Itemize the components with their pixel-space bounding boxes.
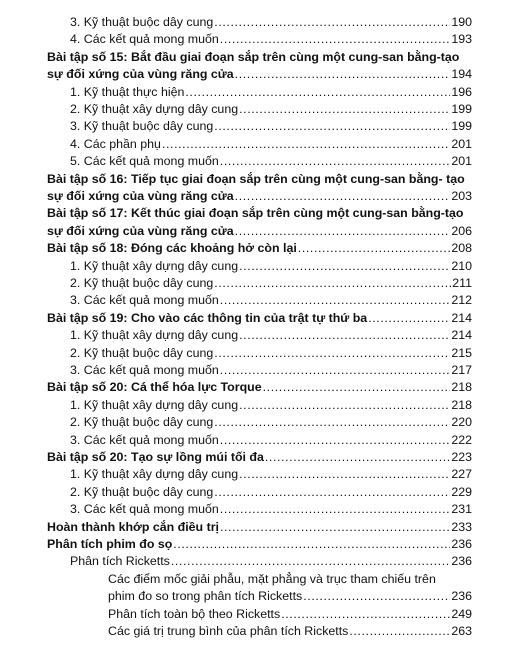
toc-entry-title: 3. Các kết quả mong muốn (70, 293, 219, 308)
toc-entry-page: 212 (451, 293, 472, 308)
dot-leader (298, 240, 451, 257)
dot-leader (235, 223, 451, 240)
toc-entry-page: 190 (451, 15, 472, 29)
toc-entry-title: Hoàn thành khớp cắn điều trị (47, 519, 219, 534)
toc-entry-title: 3. Các kết quả mong muốn (70, 502, 219, 517)
toc-entry-page: 211 (452, 276, 472, 290)
toc-entry (70, 292, 472, 309)
toc-entry-title: Bài tập số 20: Cá thể hóa lực Torque (47, 380, 262, 395)
toc-entry (70, 345, 472, 362)
dot-leader (349, 623, 450, 640)
toc-entry (70, 397, 472, 414)
toc-entry-page: 236 (451, 589, 472, 604)
toc-entry-title: 3. Các kết quả mong muốn (70, 363, 219, 377)
toc-entry-title: 4. Các kết quả mong muốn (70, 32, 219, 47)
toc-entry-page: 218 (451, 397, 472, 412)
toc-entry-title: sự đối xứng của vùng răng cửa (47, 67, 234, 82)
toc-entry (70, 432, 472, 449)
toc-entry-title: Phân tích Ricketts (70, 554, 170, 569)
dot-leader (220, 432, 451, 449)
toc-entry (47, 536, 472, 553)
dot-leader (214, 414, 450, 431)
toc-entry (70, 362, 472, 379)
dot-leader (303, 588, 450, 605)
dot-leader (214, 14, 450, 31)
toc-entry-title: sự đối xứng của vùng răng cửa (47, 223, 234, 238)
toc-entry (47, 188, 472, 205)
toc-entry (70, 466, 472, 483)
toc-entry-page: 215 (451, 345, 472, 360)
toc-entry (108, 606, 472, 623)
toc-entry (70, 136, 472, 153)
toc-entry-page: 203 (451, 189, 472, 203)
toc-entry (70, 84, 472, 101)
dot-leader (214, 484, 450, 501)
toc-entry-title: 2. Kỹ thuật buộc dây cung (70, 415, 214, 430)
toc-entry-title: Bài tập số 19: Cho vào các thông tin của trật tự thứ ba (47, 310, 368, 325)
toc-entry-title: 2. Kỹ thuật xây dựng dây cung (70, 102, 239, 116)
toc-entry-page: 236 (451, 537, 472, 551)
toc-entry (70, 553, 472, 570)
dot-leader (368, 310, 450, 327)
toc-entry-page: 201 (451, 154, 472, 169)
dot-leader (214, 275, 451, 292)
toc-entry-page: 223 (451, 450, 472, 464)
toc-entry-page: 199 (451, 119, 472, 134)
toc-entry-page: 214 (451, 328, 472, 343)
toc-entry-page: 227 (451, 467, 472, 482)
dot-leader (235, 66, 451, 83)
toc-entry-title: 1. Kỹ thuật xây dựng dây cung (70, 258, 239, 273)
dot-leader (220, 292, 451, 309)
toc-entry-page: 201 (451, 136, 472, 151)
toc-entry (70, 327, 472, 344)
toc-entry-page: 217 (451, 363, 472, 377)
toc-entry-page: 208 (451, 241, 472, 256)
toc-entry-title: 2. Kỹ thuật buộc dây cung (70, 276, 214, 290)
toc-entry (47, 240, 472, 257)
toc-entry (70, 275, 472, 292)
toc-entry-title: Phân tích phim đo sọ (47, 537, 173, 551)
toc-entry-title: sự đối xứng của vùng răng cửa (47, 189, 234, 203)
dot-leader (173, 536, 450, 553)
toc-entry (47, 379, 472, 396)
toc-entry-title: 2. Kỹ thuật buộc dây cung (70, 484, 214, 499)
toc-entry-page: 218 (451, 380, 472, 395)
toc-entry-page: 233 (451, 519, 472, 534)
toc-entry (70, 101, 472, 118)
dot-leader (185, 84, 450, 101)
toc-entry-title: Bài tập số 20: Tạo sự lồng múi tối đa (47, 450, 264, 464)
toc-entry-page: 194 (451, 67, 472, 82)
dot-leader (214, 345, 450, 362)
toc-entry-title: 1. Kỹ thuật xây dựng dây cung (70, 328, 239, 343)
toc-entry-title: 5. Các kết quả mong muốn (70, 154, 219, 169)
dot-leader (235, 188, 451, 205)
dot-leader (239, 466, 450, 483)
toc-entry-page: 263 (451, 624, 472, 638)
toc-entry-page: 210 (451, 258, 472, 273)
toc-entry (47, 519, 472, 536)
toc-entry-title: Bài tập số 18: Đóng các khoảng hở còn lại (47, 241, 297, 256)
toc-entry (108, 623, 472, 640)
toc-entry-title: 2. Kỹ thuật buộc dây cung (70, 345, 214, 360)
toc-entry (47, 310, 472, 327)
toc-entry (47, 66, 472, 83)
toc-entry-title: phim đo so trong phân tích Ricketts (108, 589, 303, 604)
toc-entry (70, 484, 472, 501)
toc-entry-page: 249 (451, 606, 472, 621)
toc-entry-title: 1. Kỹ thuật xây dựng dây cung (70, 467, 239, 482)
dot-leader (220, 153, 451, 170)
toc-entry-title: 1. Kỹ thuật xây dựng dây cung (70, 397, 239, 412)
dot-leader (265, 449, 450, 466)
toc-entry (70, 31, 472, 48)
toc-entry-page: 236 (451, 554, 472, 569)
toc-entry (70, 414, 472, 431)
dot-leader (281, 606, 450, 623)
dot-leader (239, 101, 450, 118)
toc-heading: Bài tập số 17: Kết thúc giai đoạn sắp trên cùng một cung-san bằng-tạo (47, 206, 464, 221)
toc-entry (70, 501, 472, 518)
toc-entry-title: 4. Các phần phụ (70, 136, 161, 151)
toc-entry-page: 220 (451, 415, 472, 430)
dot-leader (239, 258, 450, 275)
dot-leader (239, 327, 450, 344)
toc-entry-page: 222 (451, 432, 472, 447)
dot-leader (220, 362, 451, 379)
dot-leader (220, 31, 451, 48)
dot-leader (263, 379, 451, 396)
dot-leader (162, 136, 450, 153)
dot-leader (171, 553, 450, 570)
toc-entry-page: 229 (451, 484, 472, 499)
toc-entry (47, 223, 472, 240)
toc-entry-title: Các giá trị trung bình của phân tích Ricketts (108, 624, 349, 638)
dot-leader (220, 519, 450, 536)
toc-entry (108, 588, 472, 605)
toc-entry (70, 153, 472, 170)
toc-entry (47, 449, 472, 466)
toc-entry (70, 14, 472, 31)
toc-heading: Bài tập số 15: Bắt đầu giai đoạn sắp trên cùng một cung-san bằng-tạo (47, 49, 460, 64)
toc-entry-title: 3. Kỹ thuật buộc dây cung (70, 15, 214, 29)
toc-entry-page: 214 (451, 310, 472, 325)
toc-entry-title: Phân tích toàn bộ theo Ricketts (108, 606, 281, 621)
toc-entry (70, 258, 472, 275)
dot-leader (220, 501, 451, 518)
toc-entry-title: 3. Các kết quả mong muốn (70, 432, 219, 447)
toc-entry (70, 118, 472, 135)
toc-heading: Bài tập số 16: Tiếp tục giai đoạn sắp trên cùng một cung-san bằng- tạo (47, 171, 465, 186)
toc-entry-title: 1. Kỹ thuật thực hiện (70, 84, 185, 99)
toc-entry-title: 3. Kỹ thuật buộc dây cung (70, 119, 214, 134)
dot-leader (214, 118, 450, 135)
toc-entry-page: 231 (451, 502, 472, 517)
toc-entry-page: 193 (451, 32, 472, 47)
toc-entry-page: 206 (451, 223, 472, 238)
toc-heading: Các điểm mốc giải phẫu, mặt phẳng và trục tham chiếu trên (108, 571, 436, 586)
dot-leader (239, 397, 450, 414)
toc-entry-page: 199 (451, 102, 472, 116)
toc-entry-page: 196 (451, 84, 472, 99)
